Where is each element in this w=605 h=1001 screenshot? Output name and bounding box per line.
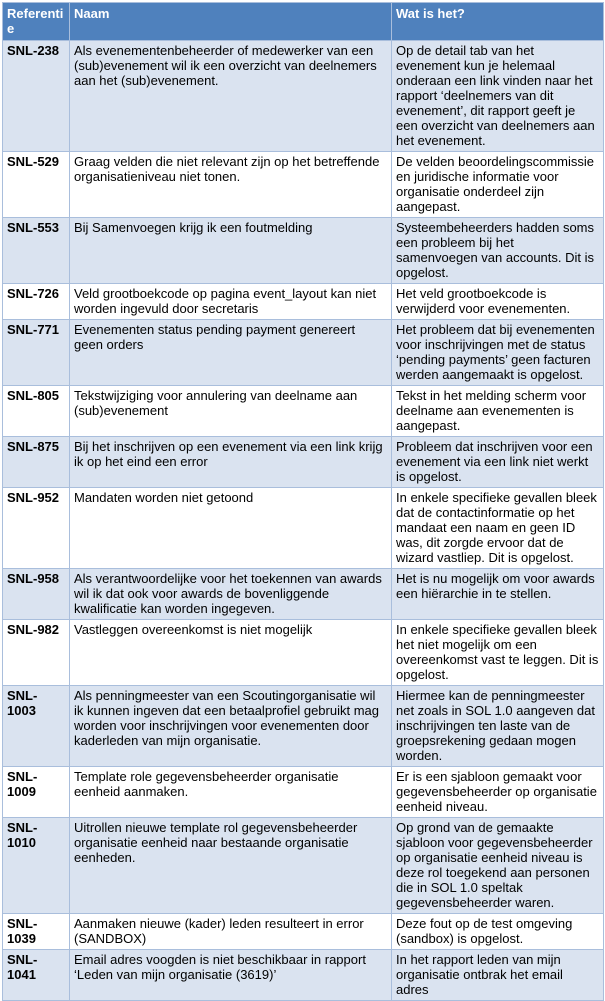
row-reference-cell: SNL-1010 [3,818,70,914]
header-row [3,3,604,41]
header-referentie: Referentie [3,3,70,41]
row-description-cell: In enkele specifieke gevallen bleek het niet mogelijk om een overeenkomst vast te leggen. Dit is opgelost. [392,620,604,686]
row-name-cell: Als penningmeester van een Scoutingorganisatie wil ik kunnen ingeven dat een betaalprofiel gebruikt mag worden voor inschrijvingen voor evenementen door kaderleden van mijn organisatie. [70,686,392,767]
row-description-cell: Probleem dat inschrijven voor een evenement via een link niet werkt is opgelost. [392,437,604,488]
row-reference-cell: SNL-1039 [3,914,70,950]
row-name-cell: Evenementen status pending payment genereert geen orders [70,320,392,386]
row-name-cell: Veld grootboekcode op pagina event_layout kan niet worden ingevuld door secretaris [70,284,392,320]
row-reference-cell: SNL-1041 [3,950,70,1001]
row-reference-cell: SNL-875 [3,437,70,488]
table-row [3,620,604,686]
table-row [3,218,604,284]
row-reference-cell: SNL-529 [3,152,70,218]
table-row [3,914,604,950]
row-name-cell: Tekstwijziging voor annulering van deelname aan (sub)evenement [70,386,392,437]
row-description-cell: In het rapport leden van mijn organisatie ontbrak het email adres [392,950,604,1001]
row-description-cell: Op grond van de gemaakte sjabloon voor gegevensbeheerder op organisatie eenheid niveau is deze rol toegekend aan personen die in SOL 1.0 speltak gegevensbeheerder waren. [392,818,604,914]
row-reference-cell: SNL-771 [3,320,70,386]
row-description-cell: Er is een sjabloon gemaakt voor gegevensbeheerder op organisatie eenheid niveau. [392,767,604,818]
row-name-cell: Bij Samenvoegen krijg ik een foutmelding [70,218,392,284]
row-name-cell: Als evenementenbeheerder of medewerker van een (sub)evenement wil ik een overzicht van deelnemers aan het (sub)evenement. [70,41,392,152]
row-description-cell: Op de detail tab van het evenement kun je helemaal onderaan een link vinden naar het rapport ‘deelnemers van dit evenement’, dit rapport geeft je een overzicht van deelnemers aan het evenement. [392,41,604,152]
table-row [3,767,604,818]
row-reference-cell: SNL-238 [3,41,70,152]
issues-table-header [3,3,604,41]
table-row [3,686,604,767]
row-description-cell: Systeembeheerders hadden soms een probleem bij het samenvoegen van accounts. Dit is opgelost. [392,218,604,284]
table-row [3,818,604,914]
row-name-cell: Template role gegevensbeheerder organisatie eenheid aanmaken. [70,767,392,818]
row-description-cell: De velden beoordelingscommissie en juridische informatie voor organisatie onderdeel zijn aangepast. [392,152,604,218]
row-description-cell: Tekst in het melding scherm voor deelname aan evenementen is aangepast. [392,386,604,437]
header-wat-is-het: Wat is het? [392,3,604,41]
row-reference-cell: SNL-958 [3,569,70,620]
table-row [3,569,604,620]
table-row [3,152,604,218]
table-row [3,950,604,1001]
row-description-cell: Het veld grootboekcode is verwijderd voor evenementen. [392,284,604,320]
table-row [3,386,604,437]
row-name-cell: Aanmaken nieuwe (kader) leden resulteert in error (SANDBOX) [70,914,392,950]
header-naam: Naam [70,3,392,41]
issues-table-body [3,41,604,1001]
table-row [3,437,604,488]
row-reference-cell: SNL-805 [3,386,70,437]
row-reference-cell: SNL-726 [3,284,70,320]
issues-table [2,2,604,1001]
row-description-cell: In enkele specifieke gevallen bleek dat de contactinformatie op het mandaat een naam en geen ID was, dit zorgde ervoor dat de wizard vastliep. Dit is opgelost. [392,488,604,569]
row-name-cell: Vastleggen overeenkomst is niet mogelijk [70,620,392,686]
row-description-cell: Het probleem dat bij evenementen voor inschrijvingen met de status ‘pending payments’ geen facturen werden aangemaakt is opgelost. [392,320,604,386]
row-description-cell: Het is nu mogelijk om voor awards een hiërarchie in te stellen. [392,569,604,620]
row-name-cell: Als verantwoordelijke voor het toekennen van awards wil ik dat ook voor awards de bovenliggende kwalificatie kan worden ingegeven. [70,569,392,620]
row-reference-cell: SNL-1009 [3,767,70,818]
row-reference-cell: SNL-952 [3,488,70,569]
table-row [3,284,604,320]
row-description-cell: Deze fout op de test omgeving (sandbox) is opgelost. [392,914,604,950]
row-reference-cell: SNL-1003 [3,686,70,767]
table-row [3,488,604,569]
row-reference-cell: SNL-553 [3,218,70,284]
row-reference-cell: SNL-982 [3,620,70,686]
row-name-cell: Graag velden die niet relevant zijn op het betreffende organisatieniveau niet tonen. [70,152,392,218]
row-name-cell: Mandaten worden niet getoond [70,488,392,569]
table-row [3,41,604,152]
row-name-cell: Email adres voogden is niet beschikbaar in rapport ‘Leden van mijn organisatie (3619)’ [70,950,392,1001]
row-name-cell: Uitrollen nieuwe template rol gegevensbeheerder organisatie eenheid naar bestaande organisatie eenheden. [70,818,392,914]
row-name-cell: Bij het inschrijven op een evenement via een link krijg ik op het eind een error [70,437,392,488]
table-row [3,320,604,386]
row-description-cell: Hiermee kan de penningmeester net zoals in SOL 1.0 aangeven dat inschrijvingen ten laste van de groepsrekening gedaan mogen worden. [392,686,604,767]
